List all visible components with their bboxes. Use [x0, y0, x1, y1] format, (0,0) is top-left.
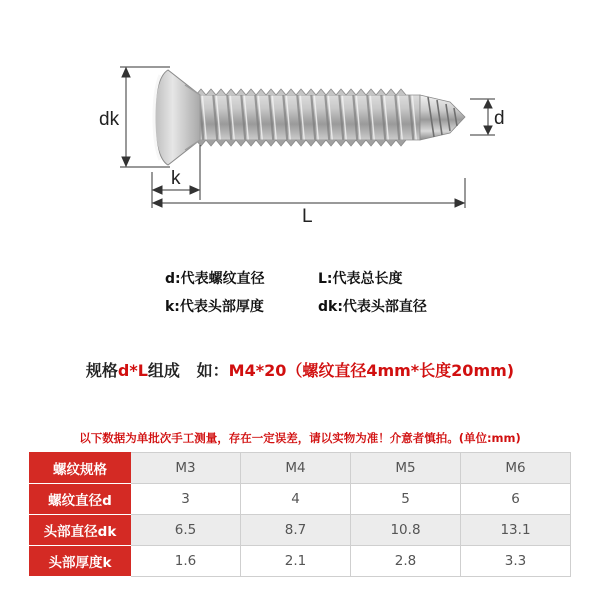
- table-cell: 1.6: [131, 546, 241, 577]
- table-row: [30, 484, 571, 515]
- table-cell: 3.3: [461, 546, 571, 577]
- table-row: [30, 515, 571, 546]
- table-row: [30, 546, 571, 577]
- table-cell: M6: [461, 453, 571, 484]
- table-cell: M4: [241, 453, 351, 484]
- table-cell: M5: [351, 453, 461, 484]
- table-cell: 4: [241, 484, 351, 515]
- row-header: 螺纹直径d: [30, 484, 131, 515]
- table-cell: M3: [131, 453, 241, 484]
- screw-dimension-diagram: [0, 0, 600, 240]
- table-cell: 3: [131, 484, 241, 515]
- row-header: 头部直径dk: [30, 515, 131, 546]
- L-dimension: [152, 178, 465, 208]
- d-dimension: [470, 99, 495, 135]
- spec-table: [29, 452, 571, 577]
- table-cell: 6.5: [131, 515, 241, 546]
- L-label: L: [302, 206, 313, 227]
- table-row: [30, 453, 571, 484]
- screw-image: [154, 70, 465, 165]
- measurement-notice: 以下数据为单批次手工测量，存在一定误差，请以实物为准！介意者慎拍。(单位:mm): [79, 431, 521, 445]
- spec-dl: d*L: [117, 361, 148, 380]
- spec-example: M4*20（螺纹直径4mm*长度20mm): [228, 361, 515, 380]
- table-cell: 13.1: [461, 515, 571, 546]
- legend-L: L:代表总长度: [318, 271, 403, 287]
- table-cell: 5: [351, 484, 461, 515]
- spec-format-line: [0, 358, 600, 381]
- spec-prefix: 规格: [85, 361, 118, 380]
- table-cell: 2.8: [351, 546, 461, 577]
- row-header: 螺纹规格: [30, 453, 131, 484]
- legend-d: d:代表螺纹直径: [165, 271, 265, 287]
- spec-middle: 组成 如：: [147, 361, 229, 380]
- d-label: d: [494, 108, 505, 129]
- dk-label: dk: [99, 109, 120, 130]
- table-cell: 6: [461, 484, 571, 515]
- row-header: 头部厚度k: [30, 546, 131, 577]
- table-cell: 10.8: [351, 515, 461, 546]
- legend-k: k:代表头部厚度: [165, 299, 264, 315]
- table-cell: 8.7: [241, 515, 351, 546]
- k-label: k: [171, 168, 181, 189]
- legend-dk: dk:代表头部直径: [318, 299, 427, 315]
- table-cell: 2.1: [241, 546, 351, 577]
